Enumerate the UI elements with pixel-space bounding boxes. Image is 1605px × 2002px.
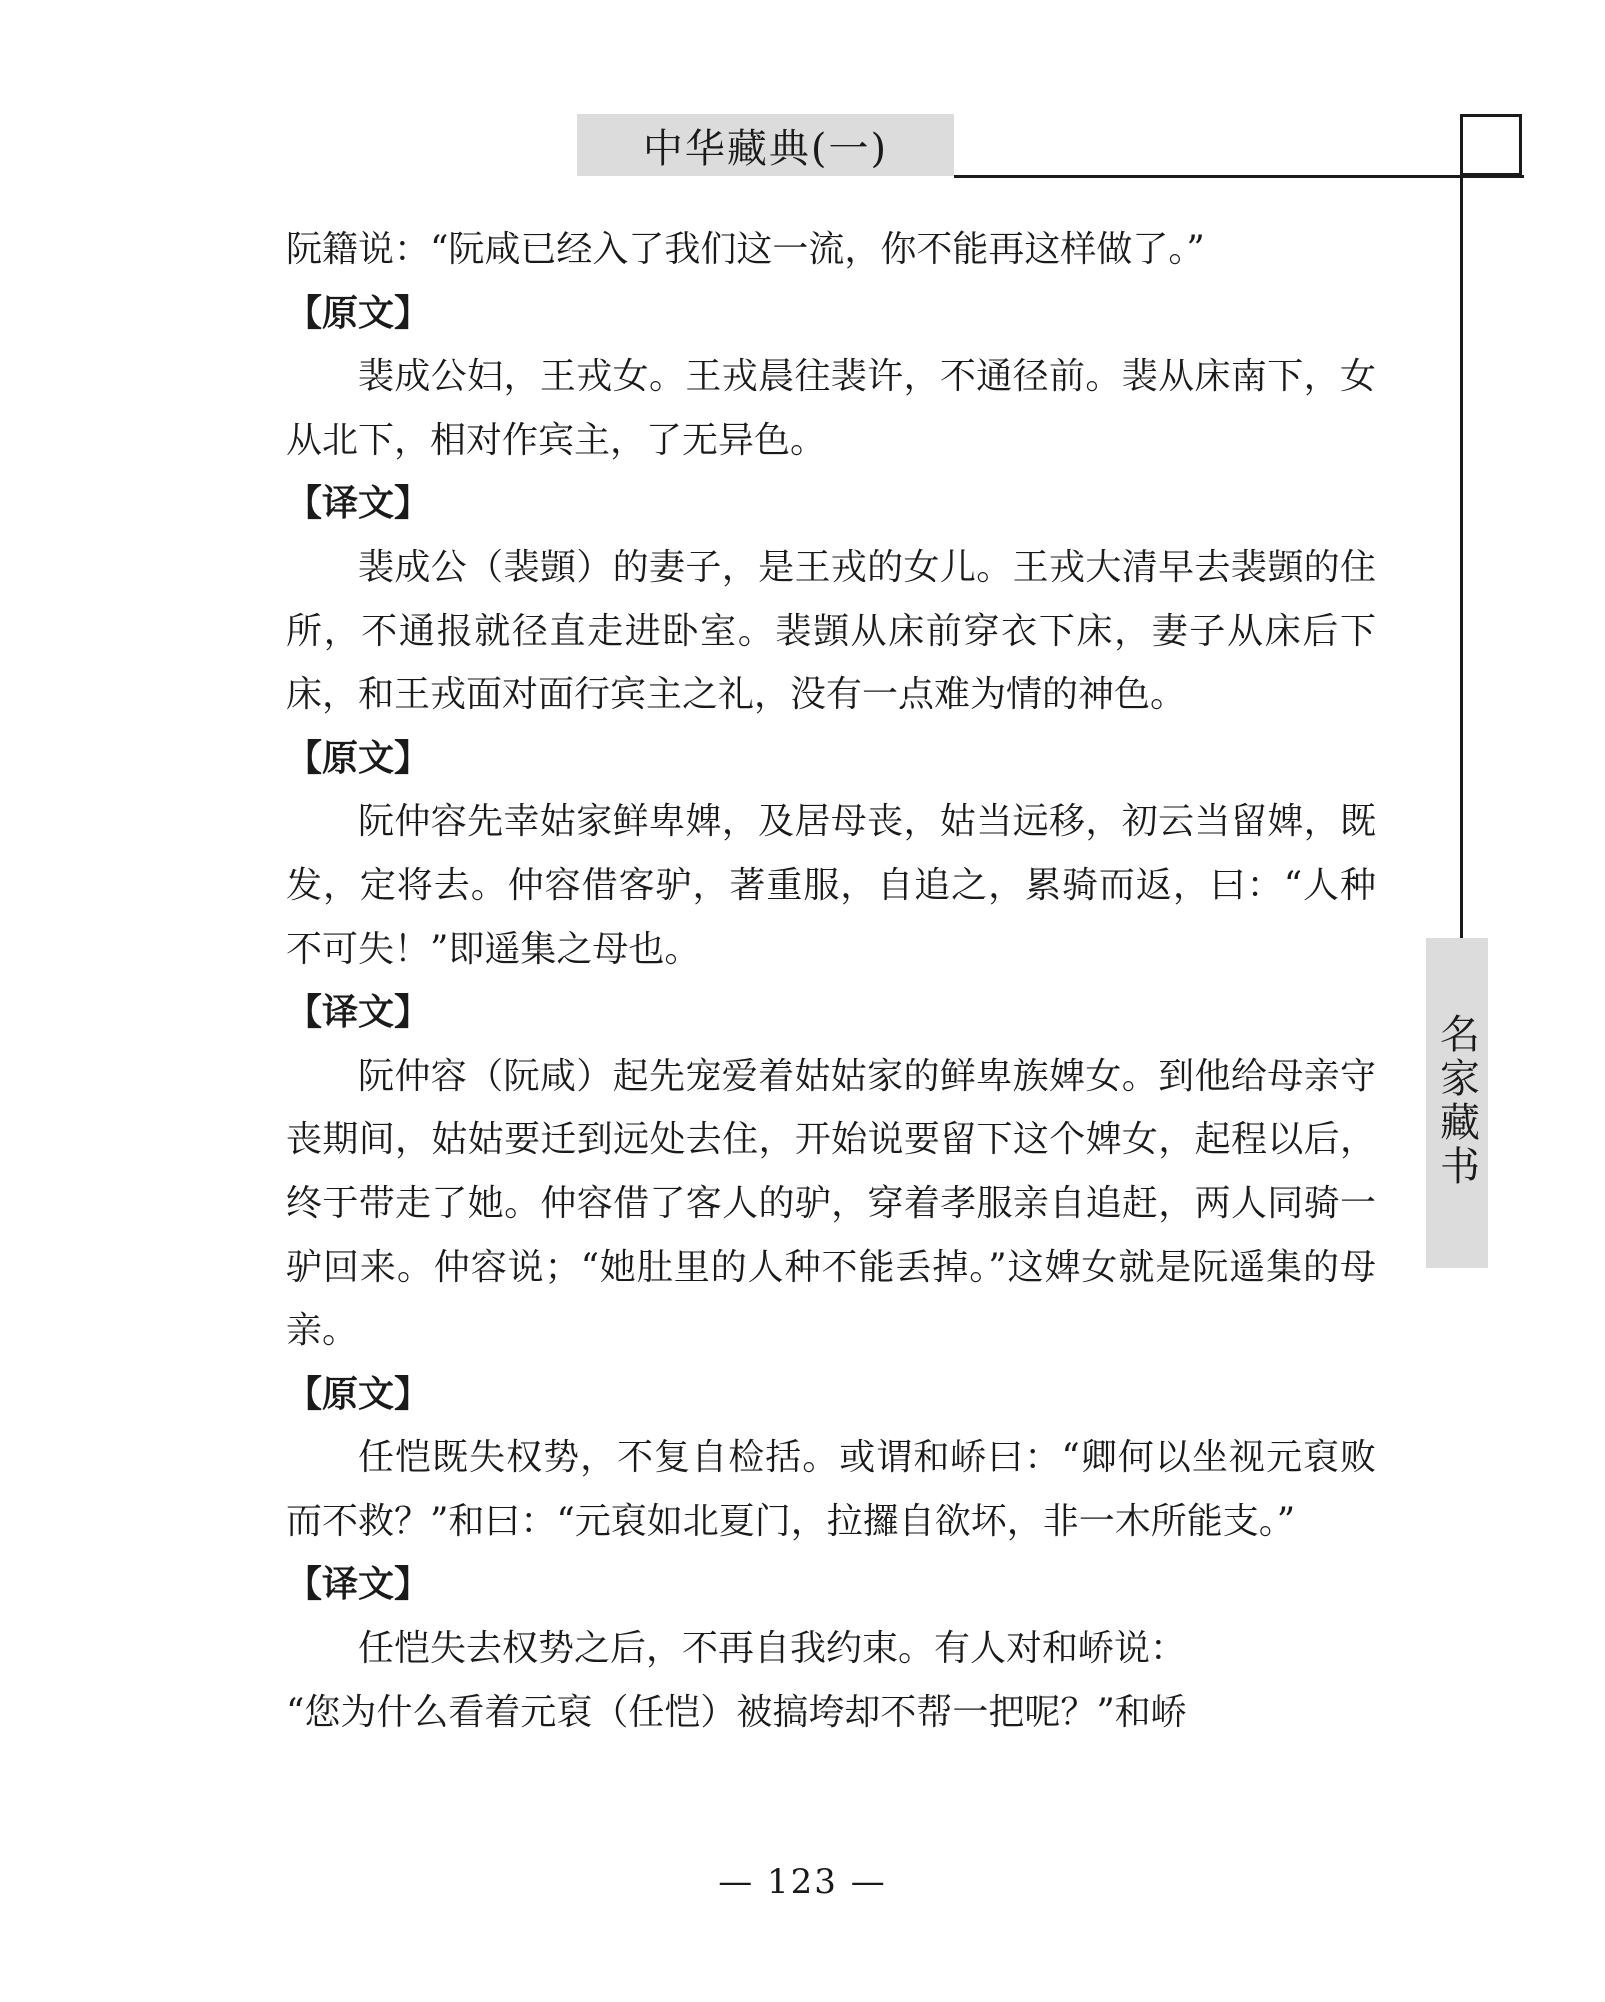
section-label: 【译文】 [286,992,431,1034]
section-label: 【译文】 [286,1564,431,1606]
section-label: 【原文】 [286,737,431,779]
side-rule [1460,114,1463,939]
page-content [286,218,1376,1744]
text-line: 阮籍说：“阮咸已经入了我们这一流，你不能再这样做了。” [286,229,1205,270]
paragraph: 阮仲容（阮咸）起先宠爱着姑姑家的鲜卑族婢女。到他给母亲守丧期间，姑姑要迁到远处去住，开始说要留下这个婢女，起程以后，终于带走了她。仲容借了客人的驴，穿着孝服亲自追赶，两人同骑一驴回来。仲容说；“她肚里的人种不能丢掉。”这婢女就是阮遥集的母亲。 [286,1055,1376,1352]
book-title: 中华藏典(一) [642,125,889,172]
paragraph: 裴成公妇，王戎女。王戎晨往裴许，不通径前。裴从床南下，女从北下，相对作宾主，了无异色。 [286,356,1376,461]
paragraph: 裴成公（裴顗）的妻子，是王戎的女儿。王戎大清早去裴顗的住所，不通报就径直走进卧室。裴顗从床前穿衣下床，妻子从床后下床，和王戎面对面行宾主之礼，没有一点难为情的神色。 [286,546,1376,716]
header-banner [577,114,954,176]
side-tab-label: 名家藏书 [1433,1013,1480,1189]
section-label: 【译文】 [286,483,431,525]
side-tab [1426,938,1488,1268]
paragraph: 任恺既失权势，不复自检括。或谓和峤曰：“卿何以坐视元裒败而不救？”和曰：“元裒如北夏门，拉攞自欲坏，非一木所能支。” [286,1437,1376,1542]
paragraph: 阮仲容先幸姑家鲜卑婢，及居母丧，姑当远移，初云当留婢，既发，定将去。仲容借客驴，著重服，自追之，累骑而返，曰：“人种不可失！”即遥集之母也。 [286,801,1376,970]
corner-box [1460,114,1522,176]
header-rule [954,175,1524,178]
section-label: 【原文】 [286,292,431,334]
section-label: 【原文】 [286,1373,431,1415]
page-number: — 123 — [718,1862,887,1902]
text-line: “您为什么看着元裒（任恺）被搞垮却不帮一把呢？”和峤 [286,1691,1187,1733]
paragraph: 任恺失去权势之后，不再自我约束。有人对和峤说： [358,1628,1187,1670]
